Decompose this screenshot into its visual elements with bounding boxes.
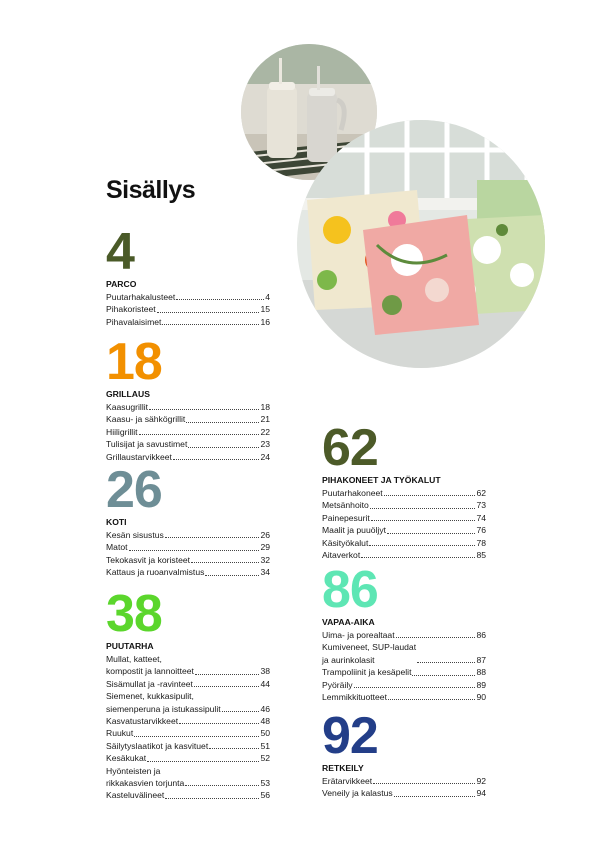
toc-entry-page: 29 xyxy=(260,542,270,553)
toc-section-retkeily xyxy=(322,707,486,800)
entry-list xyxy=(106,653,270,802)
toc-entry-label: Ruukut xyxy=(106,728,134,739)
dot-leader xyxy=(186,422,259,423)
dot-leader xyxy=(191,562,259,563)
entry-list xyxy=(106,401,270,463)
toc-entry[interactable] xyxy=(106,438,270,450)
section-number: 62 xyxy=(322,419,378,477)
dot-leader xyxy=(173,459,260,460)
toc-entry[interactable] xyxy=(106,740,270,752)
toc-section-vapaa-aika xyxy=(322,561,486,703)
toc-entry-label: Siemenet, kukkasipulit, siemenperuna ja istukassipulit xyxy=(106,691,221,714)
toc-entry[interactable] xyxy=(322,666,486,678)
dot-leader xyxy=(209,748,259,749)
dot-leader xyxy=(129,550,260,551)
section-number: 38 xyxy=(106,585,162,643)
toc-entry-page: 32 xyxy=(260,554,270,565)
toc-entry[interactable] xyxy=(322,512,486,524)
toc-entry-label: Puutarhakoneet xyxy=(322,488,383,498)
toc-entry-label: Kattaus ja ruoanvalmistus xyxy=(106,567,205,578)
dot-leader xyxy=(388,699,475,700)
toc-entry[interactable] xyxy=(322,629,486,641)
toc-entry-page: 62 xyxy=(476,488,486,498)
toc-entry[interactable] xyxy=(322,679,486,691)
entry-list xyxy=(322,775,486,800)
dot-leader xyxy=(134,736,259,737)
toc-entry-page: 88 xyxy=(476,667,486,678)
toc-entry-page: 51 xyxy=(260,740,270,751)
toc-entry[interactable] xyxy=(322,775,486,787)
section-title: KOTI xyxy=(106,517,127,527)
dot-leader xyxy=(417,662,475,663)
toc-entry-label: Kasteluvälineet xyxy=(106,790,165,801)
toc-entry[interactable] xyxy=(106,752,270,764)
toc-entry-label: Säilytyslaatikot ja kasvituet xyxy=(106,740,209,751)
toc-entry-page: 90 xyxy=(476,692,486,703)
photo-pillows xyxy=(297,120,545,368)
toc-entry-page: 44 xyxy=(260,678,270,689)
toc-entry-page: 53 xyxy=(260,778,270,789)
toc-entry-label: Lemmikkituotteet xyxy=(322,692,387,703)
toc-entry[interactable] xyxy=(106,554,270,566)
toc-entry-page: 74 xyxy=(476,512,486,523)
toc-entry-page: 24 xyxy=(260,451,270,462)
toc-entry-page: 21 xyxy=(260,414,270,425)
toc-entry-label: Kumiveneet, SUP-laudat ja aurinkolasit xyxy=(322,642,417,665)
dot-leader xyxy=(412,675,475,676)
toc-entry-label: Kasvatustarvikkeet xyxy=(106,716,179,727)
dot-leader xyxy=(370,508,476,509)
dot-leader xyxy=(205,575,259,576)
toc-entry[interactable] xyxy=(106,765,270,790)
dot-leader xyxy=(165,798,259,799)
toc-entry-page: 48 xyxy=(260,716,270,727)
toc-entry-page: 22 xyxy=(260,426,270,437)
dot-leader xyxy=(361,557,475,558)
toc-entry-label: Kaasugrillit xyxy=(106,402,149,412)
toc-entry[interactable] xyxy=(322,641,486,666)
section-title: PUUTARHA xyxy=(106,641,154,651)
toc-entry-page: 73 xyxy=(476,500,486,511)
toc-entry-label: Veneily ja kalastus xyxy=(322,788,393,799)
toc-entry-page: 26 xyxy=(260,530,270,540)
toc-entry-label: Pihakoristeet xyxy=(106,304,156,315)
toc-entry-page: 89 xyxy=(476,679,486,690)
section-title: PIHAKONEET JA TYÖKALUT xyxy=(322,475,441,485)
toc-entry-page: 18 xyxy=(260,402,270,412)
toc-entry[interactable] xyxy=(106,401,270,413)
dot-leader xyxy=(139,434,260,435)
dot-leader xyxy=(396,637,476,638)
dot-leader xyxy=(371,520,476,521)
toc-entry-label: Tulisijat ja savustimet xyxy=(106,439,188,450)
toc-entry-page: 16 xyxy=(260,316,270,327)
dot-leader xyxy=(369,545,475,546)
dot-leader xyxy=(384,495,476,496)
section-number: 26 xyxy=(106,461,162,519)
toc-entry-label: Uima- ja porealtaat xyxy=(322,630,395,640)
toc-entry-page: 52 xyxy=(260,753,270,764)
section-number: 4 xyxy=(106,223,134,281)
toc-entry[interactable] xyxy=(106,566,270,578)
section-number: 18 xyxy=(106,333,162,391)
toc-entry[interactable] xyxy=(106,678,270,690)
page-title: Sisällys xyxy=(106,176,196,204)
toc-entry[interactable] xyxy=(106,426,270,438)
toc-entry[interactable] xyxy=(106,303,270,315)
toc-entry[interactable] xyxy=(322,487,486,499)
toc-entry-page: 38 xyxy=(260,666,270,677)
toc-entry[interactable] xyxy=(106,727,270,739)
dot-leader xyxy=(185,785,259,786)
dot-leader xyxy=(354,687,476,688)
toc-entry-label: Sisämullat ja -ravinteet xyxy=(106,678,193,689)
toc-entry-label: Maalit ja puuöljyt xyxy=(322,525,387,536)
toc-entry-label: Hyönteisten ja rikkakasvien torjunta xyxy=(106,765,185,789)
dot-leader xyxy=(373,783,475,784)
toc-entry[interactable] xyxy=(106,529,270,541)
toc-entry-page: 76 xyxy=(476,525,486,536)
entry-list xyxy=(106,291,270,328)
toc-entry-label: Tekokasvit ja koristeet xyxy=(106,554,191,565)
toc-entry-label: Trampoliinit ja kesäpelit xyxy=(322,667,412,678)
toc-entry-page: 4 xyxy=(265,292,270,302)
toc-entry-label: Painepesurit xyxy=(322,512,370,523)
section-number: 86 xyxy=(322,561,378,619)
toc-entry-page: 50 xyxy=(260,728,270,739)
dot-leader xyxy=(162,324,259,325)
toc-entry[interactable] xyxy=(322,524,486,536)
section-title: VAPAA-AIKA xyxy=(322,617,375,627)
toc-entry[interactable] xyxy=(106,541,270,553)
dot-leader xyxy=(147,761,259,762)
toc-entry-label: Metsänhoito xyxy=(322,500,369,511)
dot-leader xyxy=(176,299,264,300)
toc-entry-label: Aitaverkot xyxy=(322,550,361,561)
section-title: GRILLAUS xyxy=(106,389,150,399)
toc-entry-page: 15 xyxy=(260,304,270,315)
toc-entry-page: 94 xyxy=(476,788,486,799)
dot-leader xyxy=(179,723,259,724)
toc-entry-label: Pyöräily xyxy=(322,679,353,690)
dot-leader xyxy=(149,409,259,410)
toc-entry[interactable] xyxy=(106,291,270,303)
toc-entry-page: 86 xyxy=(476,630,486,640)
toc-entry-label: Erätarvikkeet xyxy=(322,776,373,786)
toc-entry-label: Mullat, katteet, kompostit ja lannoitteet xyxy=(106,654,194,677)
dot-leader xyxy=(387,533,475,534)
section-title: PARCO xyxy=(106,279,137,289)
toc-entry-page: 78 xyxy=(476,537,486,548)
toc-entry[interactable] xyxy=(322,691,486,703)
toc-section-parco xyxy=(106,223,270,328)
toc-section-grillaus xyxy=(106,333,270,463)
toc-entry-label: Kesän sisustus xyxy=(106,530,164,540)
entry-list xyxy=(106,529,270,579)
dot-leader xyxy=(194,686,260,687)
toc-entry[interactable] xyxy=(106,789,270,801)
toc-entry[interactable] xyxy=(322,499,486,511)
toc-entry-label: Kesäkukat xyxy=(106,753,147,764)
toc-entry[interactable] xyxy=(106,690,270,715)
toc-entry-label: Käsityökalut xyxy=(322,537,369,548)
toc-entry-page: 87 xyxy=(476,654,486,665)
toc-entry-page: 56 xyxy=(260,790,270,801)
toc-entry-page: 92 xyxy=(476,776,486,786)
toc-section-pihakoneet xyxy=(322,419,486,561)
toc-entry-page: 85 xyxy=(476,550,486,561)
dot-leader xyxy=(157,312,260,313)
toc-entry-page: 34 xyxy=(260,567,270,578)
toc-entry[interactable] xyxy=(106,316,270,328)
toc-entry[interactable] xyxy=(106,715,270,727)
toc-entry-label: Pihavalaisimet xyxy=(106,316,162,327)
toc-entry-label: Grillaustarvikkeet xyxy=(106,451,172,462)
dot-leader xyxy=(165,537,260,538)
toc-entry-page: 46 xyxy=(260,703,270,714)
toc-entry[interactable] xyxy=(106,653,270,678)
dot-leader xyxy=(222,711,260,712)
dot-leader xyxy=(188,447,259,448)
toc-entry[interactable] xyxy=(322,549,486,561)
dot-leader xyxy=(394,796,476,797)
toc-entry-label: Matot xyxy=(106,542,128,553)
section-title: RETKEILY xyxy=(322,763,364,773)
toc-entry-label: Puutarhakalusteet xyxy=(106,292,176,302)
entry-list xyxy=(322,629,486,703)
toc-entry[interactable] xyxy=(322,537,486,549)
toc-entry-page: 23 xyxy=(260,439,270,450)
toc-entry[interactable] xyxy=(322,787,486,799)
toc-section-koti xyxy=(106,461,270,579)
toc-entry-label: Hiiligrillit xyxy=(106,426,138,437)
section-number: 92 xyxy=(322,707,378,765)
toc-entry[interactable] xyxy=(106,413,270,425)
entry-list xyxy=(322,487,486,561)
toc-entry-label: Kaasu- ja sähkögrillit xyxy=(106,414,186,425)
dot-leader xyxy=(195,674,260,675)
toc-section-puutarha xyxy=(106,585,270,802)
